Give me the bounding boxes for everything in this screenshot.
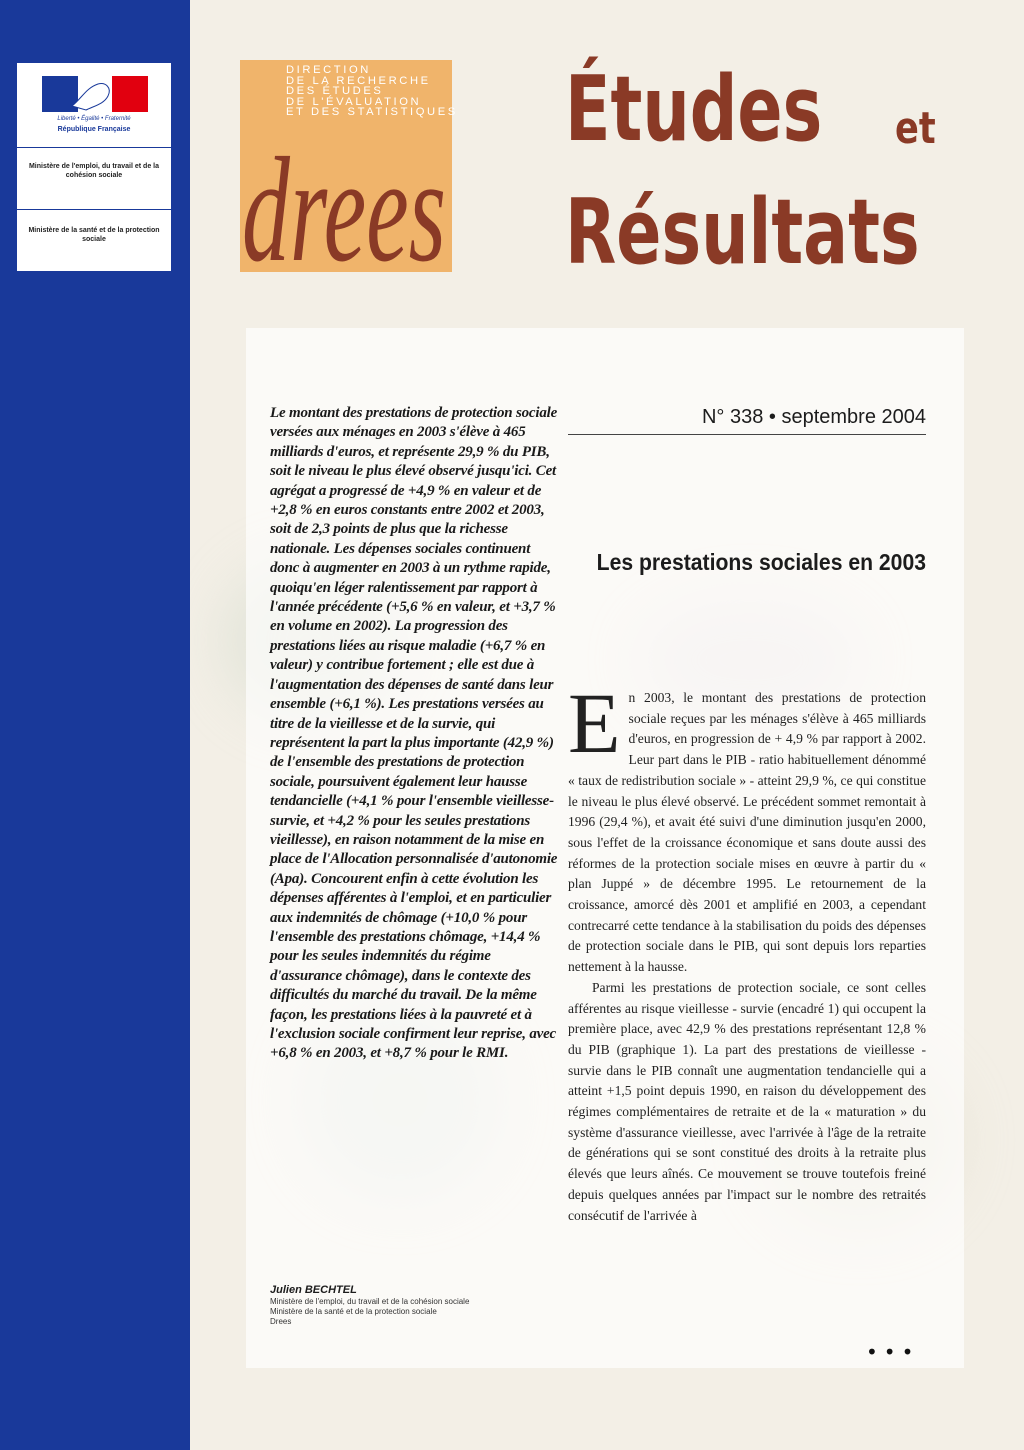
ministry-health: Ministère de la santé et de la protection sociale (28, 227, 160, 243)
masthead-title-et: et (895, 103, 936, 154)
author-affiliation: Ministère de l'emploi, du travail et de la cohésion sociale (270, 1297, 470, 1306)
body-paragraph: Parmi les prestations de protection sociale, ce sont celles afférentes au risque vieillesse - survie (encadré 1) qui occupent la première place, avec 42,9 % des prestations représentant 12,8 % du PIB (graphique 1). La part des prestations de vieillesse - survie dans le PIB connaît une augmentation tendancielle qui a atteint +1,5 point depuis 1990, en raison du développement des régimes complémentaires de retraite et de la « maturation » du système d'assurance vieillesse, avec l'arrivée à l'âge de la retraite de générations qui se sont constitué des droits à la retraite plus élevés que leurs aînés. Ce mouvement se trouve toutefois freiné depuis quelques années par l'impact sur le nombre des retraités consécutif de l'arrivée à (568, 979, 926, 1223)
masthead-title-resultats: Résultats (565, 180, 920, 285)
author-name: Julien BECHTEL (270, 1284, 357, 1296)
divider (17, 147, 171, 148)
issue-number: N° 338 • septembre 2004 (568, 404, 926, 435)
author-block (270, 1284, 560, 1327)
drop-cap: E (568, 675, 621, 771)
body-paragraph: En 2003, le montant des prestations de protection sociale reçues par les ménages s'élève à 465 milliards d'euros, en progression de + 4,9 % par rapport à 2002. Leur part dans le PIB - ratio habituellement dénommé « taux de redistribution sociale » - atteint 29,9 %, ce qui constitue le niveau le plus élevé observé. Le précédent sommet remontait à 1996 (29,4 %), et avait été suivi d'une diminution jusqu'en 2000, sous l'effet de la croissance économique et sans doute aussi des réformes de la protection sociale mises en œuvre à partir du « plan Juppé » de décembre 1995. Le retournement de la croissance, amorcé dès 2001 et amplifié en 2003, a cependant contrecarré cette tendance à la stabilisation du poids des dépenses de protection sociale dans le PIB, qui sont depuis lors reparties nettement à la hausse. (568, 675, 926, 975)
masthead-title-etudes: Études (565, 57, 823, 162)
ministry-block (17, 63, 171, 271)
marianne-flag-logo (42, 76, 148, 112)
article-title: Les prestations sociales en 2003 (596, 549, 926, 575)
author-affiliation: Ministère de la santé et de la protection sociale (270, 1307, 437, 1316)
republic-motto: Liberté • Égalité • Fraternité (57, 116, 131, 122)
svg-text:drees: drees (242, 127, 446, 293)
divider (17, 209, 171, 210)
article-body (568, 675, 926, 1226)
abstract-text: Le montant des prestations de protection sociale versées aux ménages en 2003 s'élève à 465 milliards d'euros, et représente 29,9 % du PIB, soit le niveau le plus élevé observé jusqu'ici. Cet agrégat a progressé de +4,9 % en valeur et de +2,8 % en euros constants entre 2002 et 2003, soit de 2,3 points de plus que la richesse nationale. Les dépenses sociales continuent donc à augmenter en 2003 à un rythme rapide, quoiqu'en léger ralentissement par rapport à l'année précédente (+5,6 % en valeur, et +3,7 % en volume en 2002). La progression des prestations liées au risque maladie (+6,7 % en valeur) y contribue fortement ; elle est due à l'augmentation des dépenses de santé dans leur ensemble (+6,1 %). Les prestations versées au titre de la vieillesse et de la survie, qui représentent la part la plus importante (42,9 %) de l'ensemble des prestations de protection sociale, poursuivent également leur hausse tendancielle (+4,1 % pour l'ensemble vieillesse-survie, et +4,2 % pour les seules prestations vieillesse), en raison notamment de la mise en place de l'Allocation personnalisée d'autonomie (Apa). Concourent enfin à cette évolution les dépenses afférentes à l'emploi, et en particulier aux indemnités de chômage (+10,0 % pour l'ensemble des prestations chômage, +14,4 % pour les seules indemnités du régime d'assurance chômage), dans le contexte des difficultés du marché du travail. De la même façon, les prestations liées à la pauvreté et à l'exclusion sociale confirment leur reprise, avec +6,8 % en 2003, et +8,7 % pour le RMI. (270, 405, 558, 1062)
republic-name: République Française (57, 126, 131, 133)
drees-logo (240, 60, 458, 293)
continuation-dots: ••• (866, 1340, 920, 1364)
ministry-employment: Ministère de l'emploi, du travail et de la cohésion sociale (28, 163, 160, 179)
author-affiliation: Drees (270, 1317, 292, 1326)
drees-logo-word (240, 122, 452, 293)
drees-logo-lines: DIRECTION DE LA RECHERCHE DES ÉTUDES DE L'ÉVALUATION ET DES STATISTIQUES (286, 64, 458, 119)
